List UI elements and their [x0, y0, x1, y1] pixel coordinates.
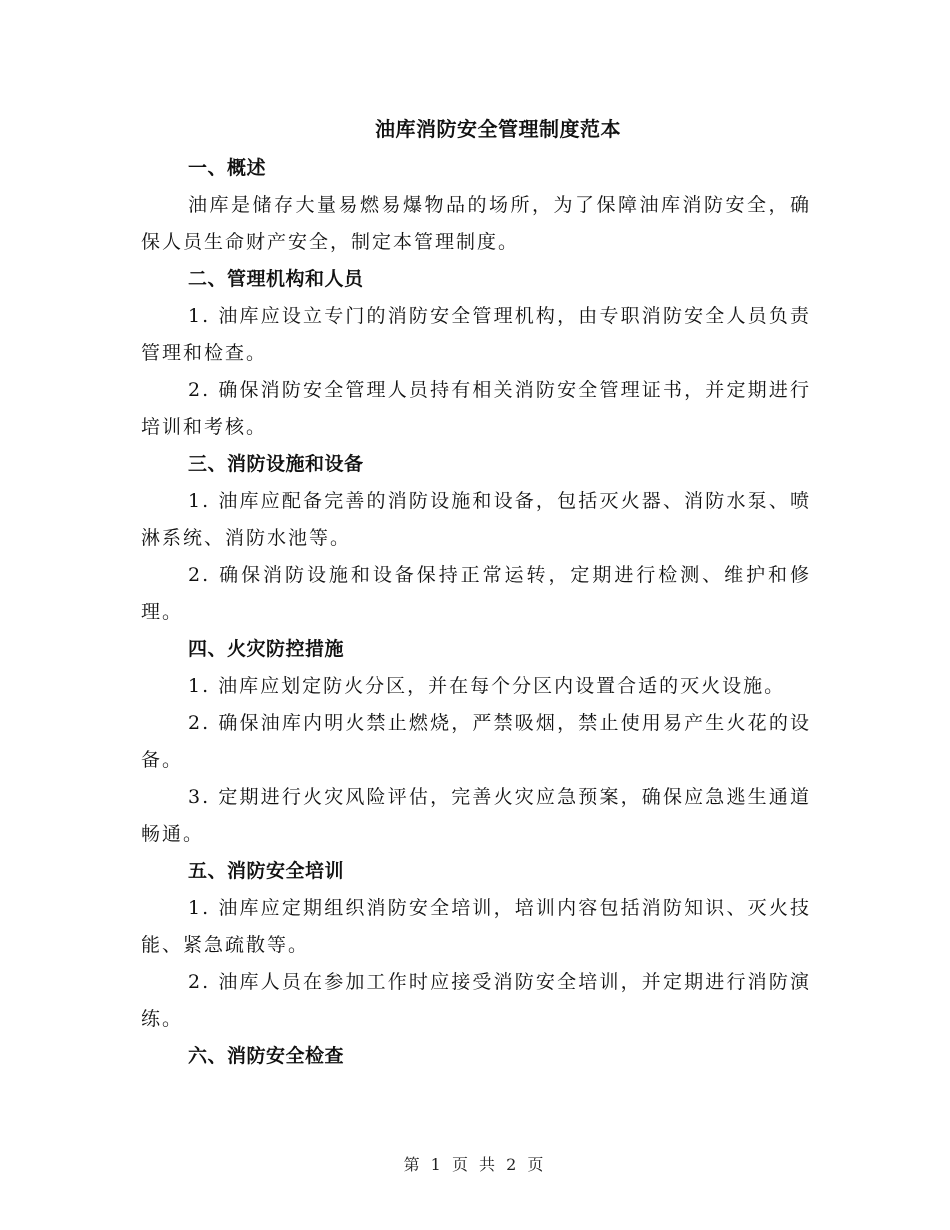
paragraph: 2. 油库人员在参加工作时应接受消防安全培训，并定期进行消防演练。	[141, 971, 811, 1030]
section-heading-fire-prevention: 四、火灾防控措施	[188, 638, 345, 660]
paragraph: 1. 油库应配备完善的消防设施和设备，包括灭火器、消防水泵、喷淋系统、消防水池等。	[141, 490, 811, 549]
section-heading-organization: 二、管理机构和人员	[188, 268, 364, 290]
document-title: 油库消防安全管理制度范本	[375, 117, 621, 141]
paragraph: 2. 确保消防设施和设备保持正常运转，定期进行检测、维护和修理。	[141, 564, 811, 623]
page-number: 第 1 页 共 2 页	[403, 1155, 547, 1174]
paragraph: 1. 油库应定期组织消防安全培训，培训内容包括消防知识、灭火技能、紧急疏散等。	[141, 897, 811, 956]
section-heading-inspection: 六、消防安全检查	[188, 1045, 345, 1067]
paragraph: 油库是储存大量易燃易爆物品的场所，为了保障油库消防安全，确保人员生命财产安全，制定本管理制度。	[141, 194, 811, 253]
paragraph: 1. 油库应划定防火分区，并在每个分区内设置合适的灭火设施。	[188, 675, 786, 697]
paragraph: 2. 确保油库内明火禁止燃烧，严禁吸烟，禁止使用易产生火花的设备。	[141, 712, 811, 771]
section-heading-facilities: 三、消防设施和设备	[188, 453, 364, 475]
paragraph: 2. 确保消防安全管理人员持有相关消防安全管理证书，并定期进行培训和考核。	[141, 379, 811, 438]
paragraph: 1. 油库应设立专门的消防安全管理机构，由专职消防安全人员负责管理和检查。	[141, 305, 811, 364]
paragraph: 3. 定期进行火灾风险评估，完善火灾应急预案，确保应急逃生通道畅通。	[141, 786, 811, 845]
document-body	[141, 150, 811, 1075]
section-heading-training: 五、消防安全培训	[188, 860, 345, 882]
section-heading-overview: 一、概述	[188, 157, 267, 179]
